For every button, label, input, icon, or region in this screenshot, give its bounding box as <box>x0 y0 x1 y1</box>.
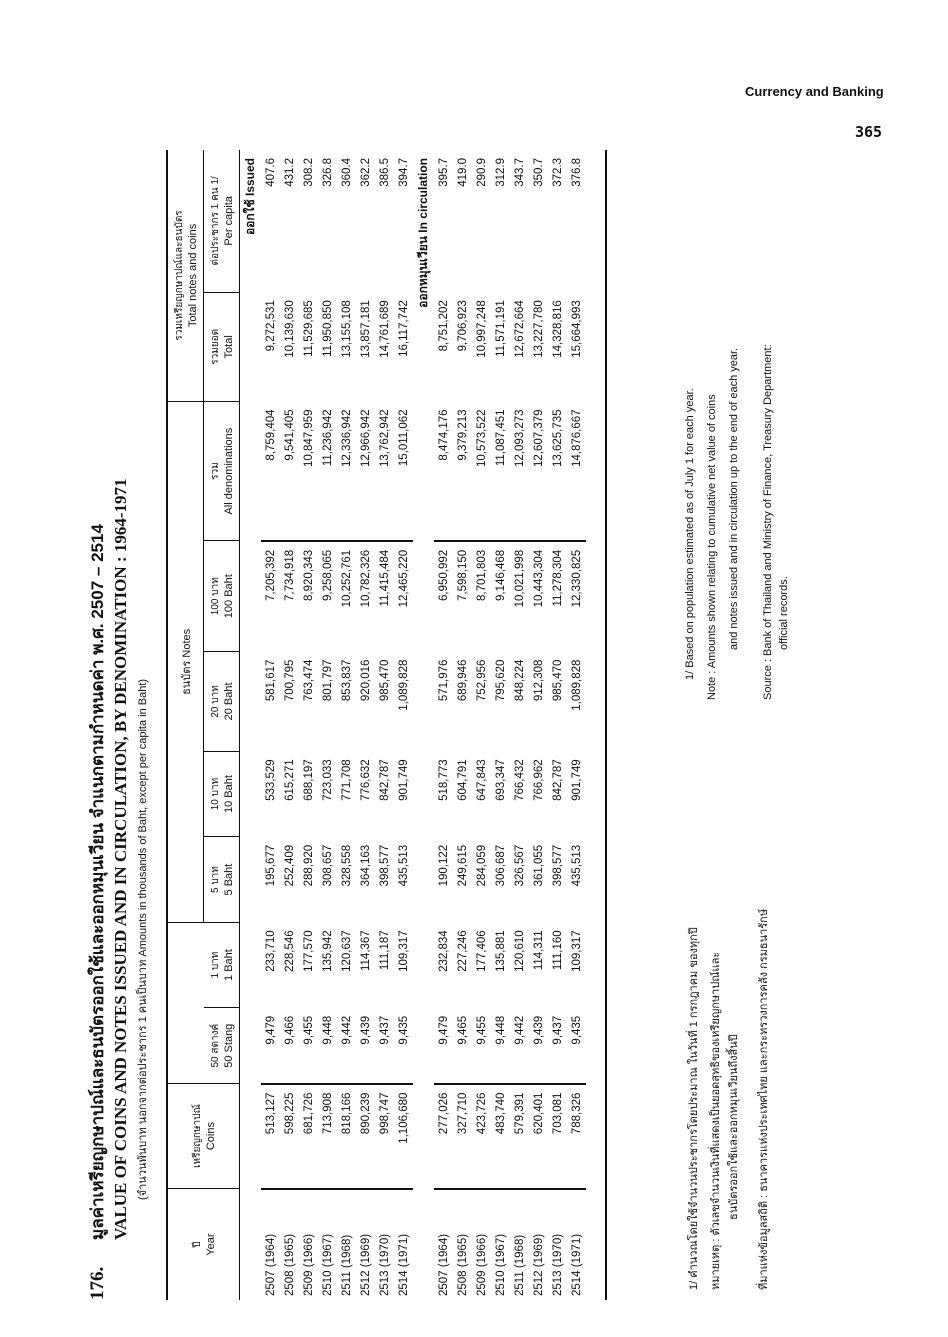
data-table <box>166 150 607 1300</box>
b1-cell: 114,367 <box>359 930 372 972</box>
header-10-baht: 10 บาท 10 Baht <box>204 751 240 837</box>
s50-cell: 9,479 <box>437 1015 450 1045</box>
header-100-baht: 100 บาท 100 Baht <box>204 541 240 652</box>
b20-cell: 920,016 <box>359 659 372 702</box>
all-cell: 12,966,942 <box>359 409 372 467</box>
total-cell: 13,227,780 <box>532 300 545 358</box>
b5-cell: 398,577 <box>378 844 391 887</box>
b100-cell: 8,920,343 <box>299 541 318 652</box>
all-cell: 9,541,405 <box>283 409 296 461</box>
all-cell: 11,087,451 <box>494 409 507 467</box>
table-row <box>529 150 548 1300</box>
b5-cell: 326,567 <box>513 844 526 887</box>
all-cell: 10,847,959 <box>302 409 315 467</box>
total-cell: 16,117,742 <box>397 300 410 357</box>
table-row <box>394 150 413 1300</box>
total-cell: 11,950,850 <box>321 300 334 357</box>
b100-cell: 10,021,998 <box>510 541 529 652</box>
coins-cell: 579,391 <box>510 1084 529 1189</box>
thai-note-line-2: ธนบัตรออกใช้และออกหมุนเวียนถึงสิ้นปี <box>728 1034 740 1220</box>
thai-footnote-1: 1/ คำนวณโดยใช้จำนวนประชากรโดยประมาณ ในวันที่ 1 กรกฎาคม ของทุกปี <box>688 927 700 1290</box>
coins-cell: 1,106,680 <box>394 1084 413 1189</box>
per-capita-cell: 394.7 <box>397 158 410 187</box>
b10-cell: 776,632 <box>359 759 372 801</box>
b1-cell: 232,834 <box>437 930 450 972</box>
header-coins-spacer <box>167 922 204 1083</box>
section-label: ออกหมุนเวียน In circulation <box>416 158 430 308</box>
year-cell: 2512 (1969) <box>356 1189 375 1300</box>
all-cell: 10,573,522 <box>475 409 488 467</box>
s50-cell: 9,448 <box>321 1015 334 1045</box>
coins-cell: 598,225 <box>280 1084 299 1189</box>
coins-cell: 703,081 <box>548 1084 567 1189</box>
year-cell: 2508 (1965) <box>453 1189 472 1300</box>
per-capita-cell: 372.3 <box>551 158 564 187</box>
section-header-row <box>413 150 434 1300</box>
table-row <box>472 150 491 1300</box>
s50-cell: 9,466 <box>283 1015 296 1045</box>
table-row <box>567 150 586 1300</box>
b100-cell: 7,734,918 <box>280 541 299 652</box>
english-note-line-1: Note : Amounts shown relating to cumulative net value of coins <box>706 394 718 700</box>
s50-cell: 9,448 <box>494 1015 507 1045</box>
header-total-group: รวมเหรียญกษาปณ์และธนบัตร Total notes and coins <box>167 150 204 401</box>
b5-cell: 364,163 <box>359 844 372 887</box>
coins-cell: 327,710 <box>453 1084 472 1189</box>
b5-cell: 435,513 <box>570 844 583 887</box>
coins-cell: 818,166 <box>337 1084 356 1189</box>
b5-cell: 284,059 <box>475 844 488 887</box>
all-cell: 13,625,735 <box>551 409 564 467</box>
b100-cell: 11,415,484 <box>375 541 394 652</box>
per-capita-cell: 326.8 <box>321 158 334 187</box>
s50-cell: 9,437 <box>551 1015 564 1045</box>
year-cell: 2507 (1964) <box>261 1189 280 1300</box>
year-cell: 2511 (1968) <box>337 1189 356 1300</box>
header-per-capita: ต่อประชากร 1 คน 1/ Per capita <box>204 150 240 292</box>
total-cell: 14,761,689 <box>378 300 391 358</box>
b10-cell: 842,787 <box>551 759 564 801</box>
b1-cell: 109,317 <box>397 930 410 972</box>
year-cell: 2507 (1964) <box>434 1189 453 1300</box>
s50-cell: 9,437 <box>378 1015 391 1045</box>
b5-cell: 361,055 <box>532 844 545 887</box>
table-body <box>240 150 607 1300</box>
b5-cell: 308,657 <box>321 844 334 887</box>
s50-cell: 9,439 <box>359 1015 372 1045</box>
b1-cell: 111,187 <box>378 930 391 971</box>
total-cell: 14,328,816 <box>551 300 564 358</box>
header-1-baht: 1 บาท 1 Baht <box>204 922 240 1008</box>
b10-cell: 518,773 <box>437 759 450 801</box>
english-source-line-2: official records. <box>778 576 790 650</box>
year-cell: 2509 (1966) <box>472 1189 491 1300</box>
coins-cell: 513,127 <box>261 1084 280 1189</box>
s50-cell: 9,439 <box>532 1015 545 1045</box>
header-5-baht: 5 บาท 5 Baht <box>204 837 240 923</box>
total-cell: 12,672,664 <box>513 300 526 358</box>
b10-cell: 688,197 <box>302 759 315 801</box>
b100-cell: 12,330,825 <box>567 541 586 652</box>
page-number: 365 <box>855 123 883 141</box>
table-row <box>299 150 318 1300</box>
table-row <box>548 150 567 1300</box>
per-capita-cell: 407.6 <box>264 158 277 187</box>
per-capita-cell: 308.2 <box>302 158 315 187</box>
b100-cell: 10,252,761 <box>337 541 356 652</box>
year-cell: 2510 (1967) <box>491 1189 510 1300</box>
b20-cell: 700,795 <box>283 659 296 702</box>
b100-cell: 9,146,468 <box>491 541 510 652</box>
s50-cell: 9,465 <box>456 1015 469 1045</box>
b5-cell: 435,513 <box>397 844 410 887</box>
section-header-row <box>240 150 262 1300</box>
b1-cell: 227,246 <box>456 930 469 972</box>
thai-source: ที่มาแห่งข้อมูลสถิติ : ธนาคารแห่งประเทศไทย และกระทรวงการคลัง กรมธนารักษ์ <box>758 908 770 1290</box>
per-capita-cell: 312.9 <box>494 158 507 187</box>
total-cell: 11,571,191 <box>494 300 507 357</box>
total-cell: 8,751,202 <box>437 300 450 352</box>
b1-cell: 120,610 <box>513 930 526 972</box>
b5-cell: 252,409 <box>283 844 296 887</box>
b5-cell: 195,677 <box>264 844 277 887</box>
b20-cell: 752,956 <box>475 659 488 702</box>
b10-cell: 842,787 <box>378 759 391 801</box>
b20-cell: 912,308 <box>532 659 545 702</box>
b20-cell: 581,617 <box>264 659 277 702</box>
b100-cell: 11,278,304 <box>548 541 567 652</box>
b1-cell: 135,942 <box>321 930 334 972</box>
table-row <box>434 150 453 1300</box>
all-cell: 9,379,213 <box>456 409 469 461</box>
all-cell: 8,759,404 <box>264 409 277 461</box>
year-cell: 2512 (1969) <box>529 1189 548 1300</box>
table-row <box>337 150 356 1300</box>
b5-cell: 398,577 <box>551 844 564 887</box>
all-cell: 12,093,273 <box>513 409 526 467</box>
coins-cell: 277,026 <box>434 1084 453 1189</box>
coins-cell: 998,747 <box>375 1084 394 1189</box>
b20-cell: 795,620 <box>494 659 507 702</box>
s50-cell: 9,435 <box>570 1015 583 1045</box>
b1-cell: 177,570 <box>302 930 315 972</box>
table-row <box>280 150 299 1300</box>
b10-cell: 771,708 <box>340 759 353 801</box>
b10-cell: 766,432 <box>513 759 526 801</box>
all-cell: 12,336,942 <box>340 409 353 467</box>
table-row <box>375 150 394 1300</box>
header-year: ปี Year <box>167 1189 240 1300</box>
coins-cell: 788,326 <box>567 1084 586 1189</box>
per-capita-cell: 419.0 <box>456 158 469 187</box>
b1-cell: 233,710 <box>264 930 277 972</box>
b100-cell: 7,205,392 <box>261 541 280 652</box>
b20-cell: 571,976 <box>437 659 450 702</box>
b100-cell: 8,701,803 <box>472 541 491 652</box>
b1-cell: 109,317 <box>570 930 583 972</box>
total-cell: 13,857,181 <box>359 300 372 358</box>
b1-cell: 228,546 <box>283 930 296 972</box>
b100-cell: 10,443,304 <box>529 541 548 652</box>
total-cell: 13,155,108 <box>340 300 353 358</box>
b100-cell: 6,950,992 <box>434 541 453 652</box>
s50-cell: 9,435 <box>397 1015 410 1045</box>
header-50-stang: 50 สตางค์ 50 Stang <box>204 1008 240 1084</box>
b10-cell: 615,271 <box>283 759 296 801</box>
year-cell: 2510 (1967) <box>318 1189 337 1300</box>
s50-cell: 9,442 <box>340 1015 353 1045</box>
total-cell: 11,529,685 <box>302 300 315 357</box>
table-bottom-rule <box>586 150 606 1300</box>
b100-cell: 7,598,150 <box>453 541 472 652</box>
coins-cell: 713,908 <box>318 1084 337 1189</box>
b20-cell: 848,224 <box>513 659 526 702</box>
per-capita-cell: 376.8 <box>570 158 583 187</box>
all-cell: 11,236,942 <box>321 409 334 467</box>
b5-cell: 288,920 <box>302 844 315 887</box>
header-20-baht: 20 บาท 20 Baht <box>204 652 240 752</box>
b20-cell: 1,089,828 <box>570 659 583 711</box>
thai-note: หมายเหตุ : ตัวเลขจำนวนเงินที่แสดงเป็นยอดสุทธิของเหรียญกษาปณ์และ <box>710 951 722 1290</box>
table-number: 176. <box>87 1266 108 1300</box>
table-row <box>453 150 472 1300</box>
header-coins: เหรียญกษาปณ์ Coins <box>167 1084 240 1189</box>
english-note-line-2: and notes issued and in circulation up to the end of each year. <box>728 347 740 650</box>
section-label: ออกใช้ Issued <box>243 158 257 236</box>
table-subtitle: (จำนวนพันบาท นอกจากต่อประชากร 1 คนเป็นบาท Amounts in thousands of Baht, except per capita in Baht) <box>137 678 149 1200</box>
per-capita-cell: 350.7 <box>532 158 545 187</box>
english-footnote-1: 1/ Based on population estimated as of July 1 for each year. <box>684 388 696 680</box>
header-total: รวมยอด Total <box>204 292 240 401</box>
b1-cell: 135,881 <box>494 930 507 972</box>
table-row <box>510 150 529 1300</box>
per-capita-cell: 431.2 <box>283 158 296 187</box>
b100-cell: 12,465,220 <box>394 541 413 652</box>
b1-cell: 120,637 <box>340 930 353 972</box>
year-cell: 2508 (1965) <box>280 1189 299 1300</box>
table-row <box>261 150 280 1300</box>
all-cell: 13,762,942 <box>378 409 391 467</box>
coins-cell: 423,726 <box>472 1084 491 1189</box>
all-cell: 12,607,379 <box>532 409 545 467</box>
coins-cell: 890,239 <box>356 1084 375 1189</box>
b10-cell: 647,843 <box>475 759 488 801</box>
total-cell: 10,997,248 <box>475 300 488 358</box>
header-notes-group: ธนบัตร Notes <box>167 401 204 922</box>
b20-cell: 763,474 <box>302 659 315 702</box>
b100-cell: 10,782,326 <box>356 541 375 652</box>
b5-cell: 249,615 <box>456 844 469 887</box>
year-cell: 2513 (1970) <box>548 1189 567 1300</box>
b10-cell: 693,347 <box>494 759 507 801</box>
b1-cell: 111,160 <box>551 930 564 971</box>
b10-cell: 901,749 <box>570 759 583 801</box>
b5-cell: 306,687 <box>494 844 507 887</box>
total-cell: 10,139,630 <box>283 300 296 358</box>
b10-cell: 604,791 <box>456 759 469 801</box>
s50-cell: 9,479 <box>264 1015 277 1045</box>
s50-cell: 9,455 <box>302 1015 315 1045</box>
total-cell: 9,706,923 <box>456 300 469 352</box>
total-cell: 15,664,993 <box>570 300 583 358</box>
coins-cell: 483,740 <box>491 1084 510 1189</box>
year-cell: 2514 (1971) <box>567 1189 586 1300</box>
all-cell: 14,876,667 <box>570 409 583 467</box>
b5-cell: 190,122 <box>437 844 450 887</box>
all-cell: 8,474,176 <box>437 409 450 461</box>
per-capita-cell: 386.5 <box>378 158 391 187</box>
b5-cell: 328,558 <box>340 844 353 887</box>
per-capita-cell: 360.4 <box>340 158 353 187</box>
b20-cell: 801,797 <box>321 659 334 702</box>
year-cell: 2513 (1970) <box>375 1189 394 1300</box>
table-row <box>356 150 375 1300</box>
coins-cell: 620,401 <box>529 1084 548 1189</box>
year-cell: 2514 (1971) <box>394 1189 413 1300</box>
year-cell: 2511 (1968) <box>510 1189 529 1300</box>
running-head: Currency and Banking <box>745 84 884 99</box>
coins-cell: 681,726 <box>299 1084 318 1189</box>
all-cell: 15,011,062 <box>397 409 410 467</box>
b10-cell: 766,962 <box>532 759 545 801</box>
b1-cell: 177,406 <box>475 930 488 972</box>
b20-cell: 689,946 <box>456 659 469 702</box>
b20-cell: 853,837 <box>340 659 353 702</box>
table-title-english: VALUE OF COINS AND NOTES ISSUED AND IN CIRCULATION, BY DENOMINATION : 1964-1971 <box>111 478 130 1240</box>
b20-cell: 1,089,828 <box>397 659 410 711</box>
s50-cell: 9,442 <box>513 1015 526 1045</box>
table-row <box>491 150 510 1300</box>
b10-cell: 723,033 <box>321 759 334 801</box>
b20-cell: 985,470 <box>378 659 391 702</box>
b10-cell: 901,749 <box>397 759 410 801</box>
rotated-table-sheet <box>84 120 884 1300</box>
per-capita-cell: 343.7 <box>513 158 526 187</box>
s50-cell: 9,455 <box>475 1015 488 1045</box>
header-all-denominations: รวม All denominations <box>204 401 240 540</box>
total-cell: 9,272,531 <box>264 300 277 352</box>
b20-cell: 985,470 <box>551 659 564 702</box>
table-row <box>318 150 337 1300</box>
table-title-thai: 176.มูลค่าเหรียญกษาปณ์และธนบัตรออกใช้และออกหมุนเวียน จำแนกตามกำหนดค่า พ.ศ. 2507 – 2514 <box>87 524 108 1300</box>
b10-cell: 533,529 <box>264 759 277 801</box>
per-capita-cell: 362.2 <box>359 158 372 187</box>
per-capita-cell: 290.9 <box>475 158 488 187</box>
per-capita-cell: 395.7 <box>437 158 450 187</box>
b1-cell: 114,311 <box>532 930 545 971</box>
title-block <box>84 120 151 1300</box>
b100-cell: 9,258,065 <box>318 541 337 652</box>
year-cell: 2509 (1966) <box>299 1189 318 1300</box>
english-source-line-1: Source : Bank of Thailand and Ministry of Finance, Treasury Department: <box>762 344 774 700</box>
